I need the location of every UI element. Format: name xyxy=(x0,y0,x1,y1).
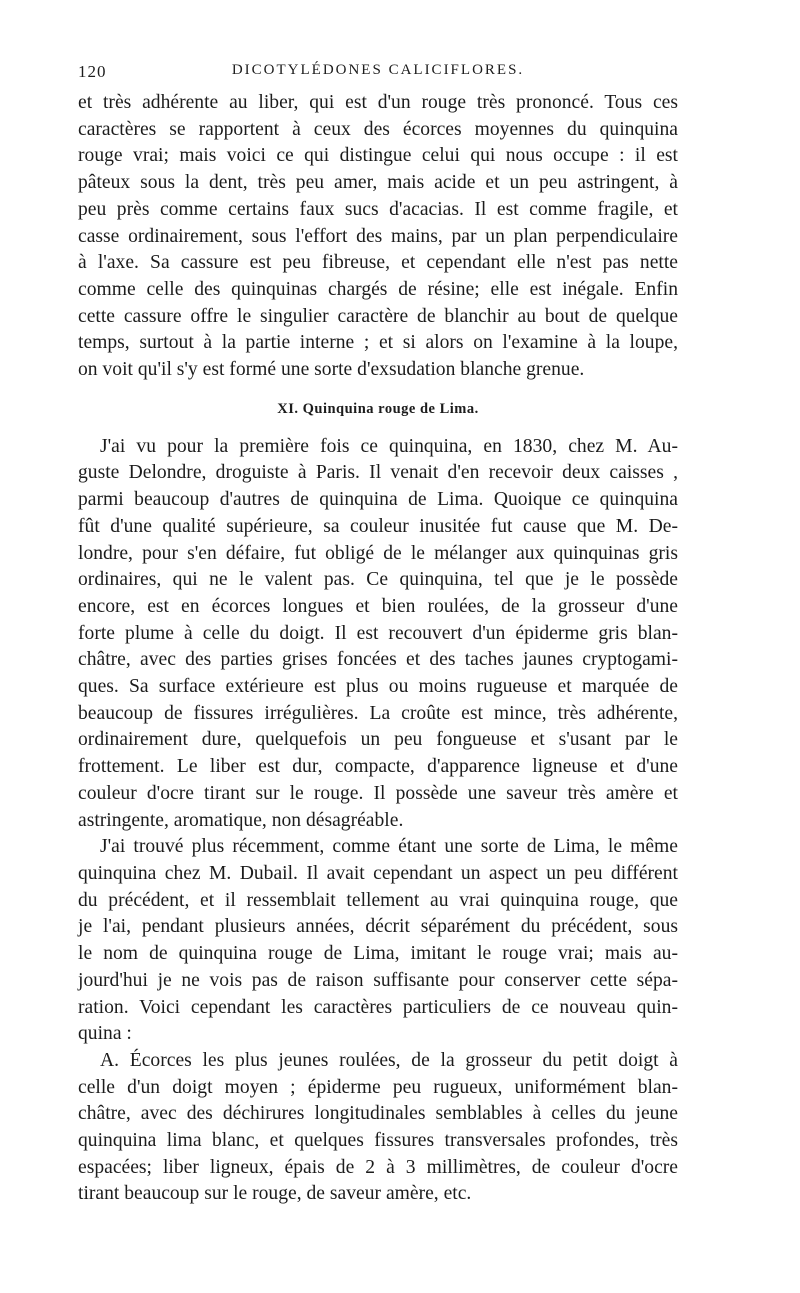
text-line: châtre, avec des parties grises foncées et des taches jaunes cryptogami- xyxy=(78,649,678,671)
text-line: guste Delondre, droguiste à Paris. Il venait d'en recevoir deux caisses , xyxy=(78,462,678,484)
text-line: ordinairement dure, quelquefois un peu fongueuse et s'usant par le xyxy=(78,729,678,751)
paragraph xyxy=(78,434,678,835)
text-line: fût d'une qualité supérieure, sa couleur inusitée fut cause que M. De- xyxy=(78,515,678,537)
text-line: J'ai trouvé plus récemment, comme étant une sorte de Lima, le même xyxy=(100,836,678,858)
text-line: parmi beaucoup d'autres de quinquina de Lima. Quoique ce quinquina xyxy=(78,489,678,511)
text-line: pâteux sous la dent, très peu amer, mais acide et un peu astringent, à xyxy=(78,172,678,194)
text-line: et très adhérente au liber, qui est d'un rouge très prononcé. Tous ces xyxy=(78,92,678,113)
text-line: J'ai vu pour la première fois ce quinquina, en 1830, chez M. Au- xyxy=(100,435,678,457)
book-page xyxy=(78,62,678,1208)
text-line: A. Écorces les plus jeunes roulées, de la grosseur du petit doigt à xyxy=(100,1049,678,1071)
text-line: quinquina lima blanc, et quelques fissures transversales profondes, très xyxy=(78,1130,678,1152)
text-line: cette cassure offre le singulier caractère de blanchir au bout de quelque xyxy=(78,305,678,327)
text-line: du précédent, et il ressemblait tellement au vrai quinquina rouge, que xyxy=(78,889,678,911)
text-line: on voit qu'il s'y est formé une sorte d'exsudation blanche grenue. xyxy=(78,359,585,381)
running-title: DICOTYLÉDONES CALICIFLORES. xyxy=(231,62,525,78)
text-line: temps, surtout à la partie interne ; et si alors on l'examine à la loupe, xyxy=(78,332,678,354)
text-line: frottement. Le liber est dur, compacte, d'apparence ligneuse et d'une xyxy=(78,756,678,778)
page-number: 120 xyxy=(78,62,107,81)
text-line: quina : xyxy=(78,1023,132,1045)
text-line: je l'ai, pendant plusieurs années, décrit séparément du précédent, sous xyxy=(78,916,678,938)
text-line: le nom de quinquina rouge de Lima, imitant le rouge vrai; mais au- xyxy=(78,943,678,965)
running-head xyxy=(78,62,678,90)
text-line: ques. Sa surface extérieure est plus ou moins rugueuse et marquée de xyxy=(78,676,678,698)
text-line: jourd'hui je ne vois pas de raison suffisante pour conserver cette sépa- xyxy=(78,969,678,991)
text-line: à l'axe. Sa cassure est peu fibreuse, et cependant elle n'est pas nette xyxy=(78,252,678,274)
text-line: châtre, avec des déchirures longitudinales semblables à celles du jeune xyxy=(78,1103,678,1125)
text-line: ration. Voici cependant les caractères particuliers de ce nouveau quin- xyxy=(78,996,678,1018)
text-line: beaucoup de fissures irrégulières. La croûte est mince, très adhérente, xyxy=(78,702,678,724)
text-line: ordinaires, qui ne le valent pas. Ce quinquina, tel que je le possède xyxy=(78,569,678,591)
text-line: couleur d'ocre tirant sur le rouge. Il possède une saveur très amère et xyxy=(78,782,678,804)
paragraph xyxy=(78,90,678,384)
text-line: caractères se rapportent à ceux des écorces moyennes du quinquina xyxy=(78,118,678,140)
section-title: XI. Quinquina rouge de Lima. xyxy=(277,400,479,417)
text-line: celle d'un doigt moyen ; épiderme peu rugueux, uniformément blan- xyxy=(78,1076,678,1098)
body-text xyxy=(78,90,678,1208)
paragraph xyxy=(78,1048,678,1208)
text-line: rouge vrai; mais voici ce qui distingue celui qui nous occupe : il est xyxy=(78,145,678,167)
text-line: tirant beaucoup sur le rouge, de saveur amère, etc. xyxy=(78,1183,472,1205)
text-line: encore, est en écorces longues et bien roulées, de la grosseur d'une xyxy=(78,595,678,617)
text-line: londre, pour s'en défaire, fut obligé de le mélanger aux quinquinas gris xyxy=(78,542,678,564)
text-line: peu près comme certains faux sucs d'acacias. Il est comme fragile, et xyxy=(78,198,678,220)
text-line: quinquina chez M. Dubail. Il avait cependant un aspect un peu différent xyxy=(78,862,678,884)
text-line: forte plume à celle du doigt. Il est recouvert d'un épiderme gris blan- xyxy=(78,622,678,644)
paragraph xyxy=(78,834,678,1048)
text-line: espacées; liber ligneux, épais de 2 à 3 millimètres, de couleur d'ocre xyxy=(78,1156,678,1178)
text-line: casse ordinairement, sous l'effort des mains, par un plan perpendiculaire xyxy=(78,225,678,247)
text-line: comme celle des quinquinas chargés de résine; elle est inégale. Enfin xyxy=(78,278,678,300)
text-line: astringente, aromatique, non désagréable. xyxy=(78,809,404,831)
